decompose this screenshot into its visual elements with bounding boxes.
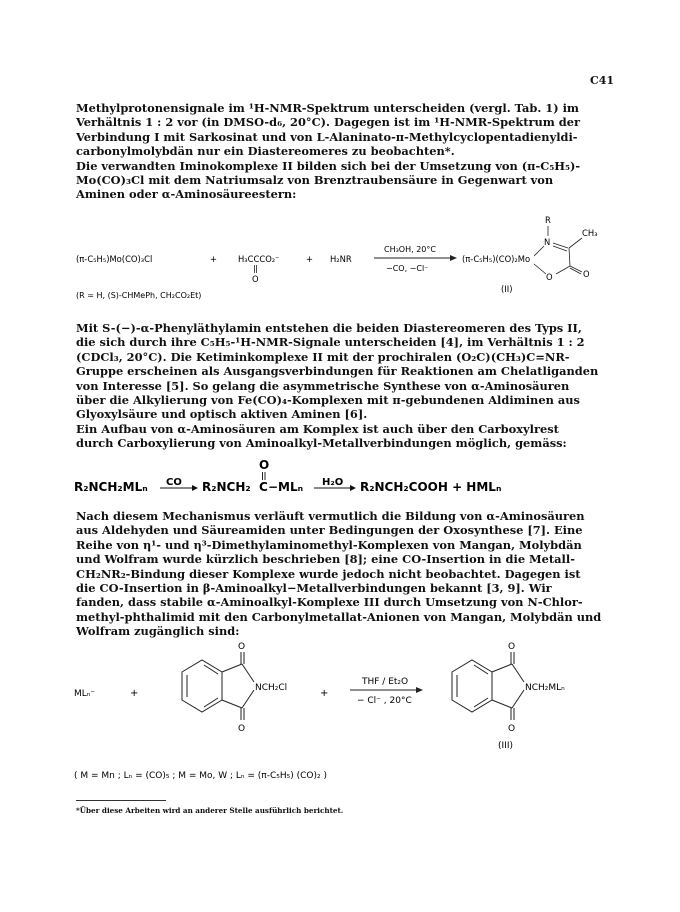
scheme2-reactant1: MLₙ⁻	[74, 689, 96, 699]
text-line: carbonylmolybdän nur ein Diastereomeres zu beobachten*.	[76, 144, 455, 159]
text-line: von Interesse [5]. So gelang die asymmetrische Synthese von α-Aminosäuren	[76, 378, 570, 393]
text-line: und Wolfram wurde kürzlich beschrieben [8]; eine CO-Insertion in die Metall-	[76, 552, 575, 567]
equation-intermediate: R₂NCH₂	[202, 480, 251, 494]
text-line: Aminen oder α-Aminosäureestern:	[76, 187, 297, 202]
scheme2-product-oxygen-top: O	[508, 642, 516, 652]
scheme1-plus: +	[306, 254, 314, 264]
paragraph-3	[76, 509, 616, 639]
scheme2-product-oxygen-bottom: O	[508, 724, 516, 734]
scheme2-plus: +	[320, 688, 329, 699]
text-line: Glyoxylsäure und optisch aktiven Aminen [6].	[76, 407, 368, 422]
text-line: die CO-Insertion in β-Aminoalkyl−Metallverbindungen bekannt [3, 9]. Wir	[76, 581, 552, 596]
equation-products: R₂NCH₂COOH + HMLₙ	[360, 480, 502, 494]
scheme1-r-groups: (R = H, (S)-CHMePh, CH₂CO₂Et)	[76, 291, 202, 300]
text-line: Mit S-(−)-α-Phenyläthylamin entstehen die beiden Diastereomeren des Typs II,	[76, 321, 582, 335]
paragraph-1	[76, 101, 616, 202]
text-line: Gruppe erscheinen als Ausgangsverbindungen für Reaktionen am Chelatliganden	[76, 364, 599, 379]
scheme1-reactant3: H₂NR	[330, 254, 352, 264]
scheme1-label: (II)	[501, 284, 513, 294]
scheme2-plus: +	[130, 688, 139, 699]
scheme1-plus: +	[210, 254, 218, 264]
text-line: fanden, dass stabile α-Aminoalkyl-Komplexe III durch Umsetzung von N-Chlor-	[76, 595, 583, 610]
scheme1-atom-r: R	[545, 215, 551, 225]
equation-arrow1-label: CO	[166, 477, 182, 488]
text-line: Reihe von η¹- und η³-Dimethylaminomethyl-Komplexen von Mangan, Molybdän	[76, 537, 582, 552]
scheme1-reactant1: (π-C₅H₅)Mo(CO)₃Cl	[76, 254, 153, 264]
scheme2-oxygen-top: O	[238, 642, 246, 652]
scheme2-label: (III)	[498, 741, 513, 751]
paragraph-2	[76, 321, 616, 451]
scheme2-arrow-conditions-top: THF / Et₂O	[362, 677, 409, 687]
equation-arrow2-label: H₂O	[322, 477, 344, 488]
scheme2-arrow-conditions-bottom: − Cl⁻ , 20°C	[357, 696, 412, 706]
scheme2-conditions: ( M = Mn ; Lₙ = (CO)₅ ; M = Mo, W ; Lₙ = (π-C₅H₅) (CO)₂ )	[74, 771, 327, 781]
equation-carbonyl-oxygen: O	[259, 458, 270, 472]
text-line: (CDCl₃, 20°C). Die Ketiminkomplexe II mit der prochiralen (O₂C)(CH₃)C=NR-	[76, 349, 570, 364]
scheme2-reactant2-group: NCH₂Cl	[255, 683, 288, 693]
text-line: Nach diesem Mechanismus verläuft vermutlich die Bildung von α-Aminosäuren	[76, 509, 585, 523]
carboxylation-equation	[74, 458, 574, 498]
scheme1-atom-ch3: CH₃	[582, 228, 598, 238]
scheme2-product-group: NCH₂MLₙ	[525, 683, 565, 693]
text-line: durch Carboxylierung von Aminoalkyl-Metallverbindungen möglich, gemäss:	[76, 436, 567, 451]
reaction-scheme-1	[70, 210, 630, 310]
scheme1-atom-o-exo: O	[583, 269, 590, 279]
text-line: die sich durch ihre C₅H₅-¹H-NMR-Signale unterscheiden [4], im Verhältnis 1 : 2	[76, 335, 585, 350]
text-line: CH₂NR₂-Bindung dieser Komplexe wurde jedoch nicht beobachtet. Dagegen ist	[76, 566, 581, 581]
scheme1-arrow-conditions-top: CH₃OH, 20°C	[384, 245, 436, 254]
text-line: über die Alkylierung von Fe(CO)₄-Komplexen mit π-gebundenen Aldiminen aus	[76, 393, 580, 408]
text-line: methyl-phthalimid mit den Carbonylmetallat-Anionen von Mangan, Molybdän und	[76, 609, 602, 624]
scheme1-reactant2-oxygen: O	[252, 274, 259, 284]
text-line: Mo(CO)₃Cl mit dem Natriumsalz von Brenztraubensäure in Gegenwart von	[76, 173, 554, 188]
scheme1-atom-o-ring: O	[546, 272, 553, 282]
equation-reactant: R₂NCH₂MLₙ	[74, 480, 148, 494]
scheme1-reactant2: H₃CCCO₂⁻	[238, 254, 280, 264]
phthalimide-structure	[182, 652, 254, 720]
footnote-divider	[76, 800, 166, 801]
scheme2-oxygen-bottom: O	[238, 724, 246, 734]
equation-intermediate-metal: −MLₙ	[268, 480, 304, 494]
text-line: Wolfram zugänglich sind:	[76, 624, 240, 639]
text-line: Methylprotonensignale im ¹H-NMR-Spektrum unterscheiden (vergl. Tab. 1) im	[76, 101, 579, 115]
text-line: Ein Aufbau von α-Aminosäuren am Komplex ist auch über den Carboxylrest	[76, 421, 559, 436]
scheme1-arrow-conditions-bottom: −CO, −Cl⁻	[386, 264, 429, 273]
reaction-scheme-2	[70, 640, 630, 800]
text-line: Verbindung I mit Sarkosinat und von L-Alaninato-π-Methylcyclopentadienyldi-	[76, 129, 578, 144]
equation-carbonyl-carbon: C	[259, 480, 268, 494]
text-line: Die verwandten Iminokomplexe II bilden sich bei der Umsetzung von (π-C₅H₅)-	[76, 158, 581, 173]
page-number: C41	[590, 74, 615, 87]
footnote: *Über diese Arbeiten wird an anderer Stelle ausführlich berichtet.	[76, 806, 344, 815]
scheme1-product: (π-C₅H₅)(CO)₂Mo	[462, 254, 531, 264]
text-line: aus Aldehyden und Säureamiden unter Bedingungen der Oxosynthese [7]. Eine	[76, 523, 583, 538]
scheme1-atom-n: N	[544, 237, 551, 247]
phthalimide-product-structure	[452, 652, 524, 720]
text-line: Verhältnis 1 : 2 vor (in DMSO-d₆, 20°C). Dagegen ist im ¹H-NMR-Spektrum der	[76, 115, 581, 130]
